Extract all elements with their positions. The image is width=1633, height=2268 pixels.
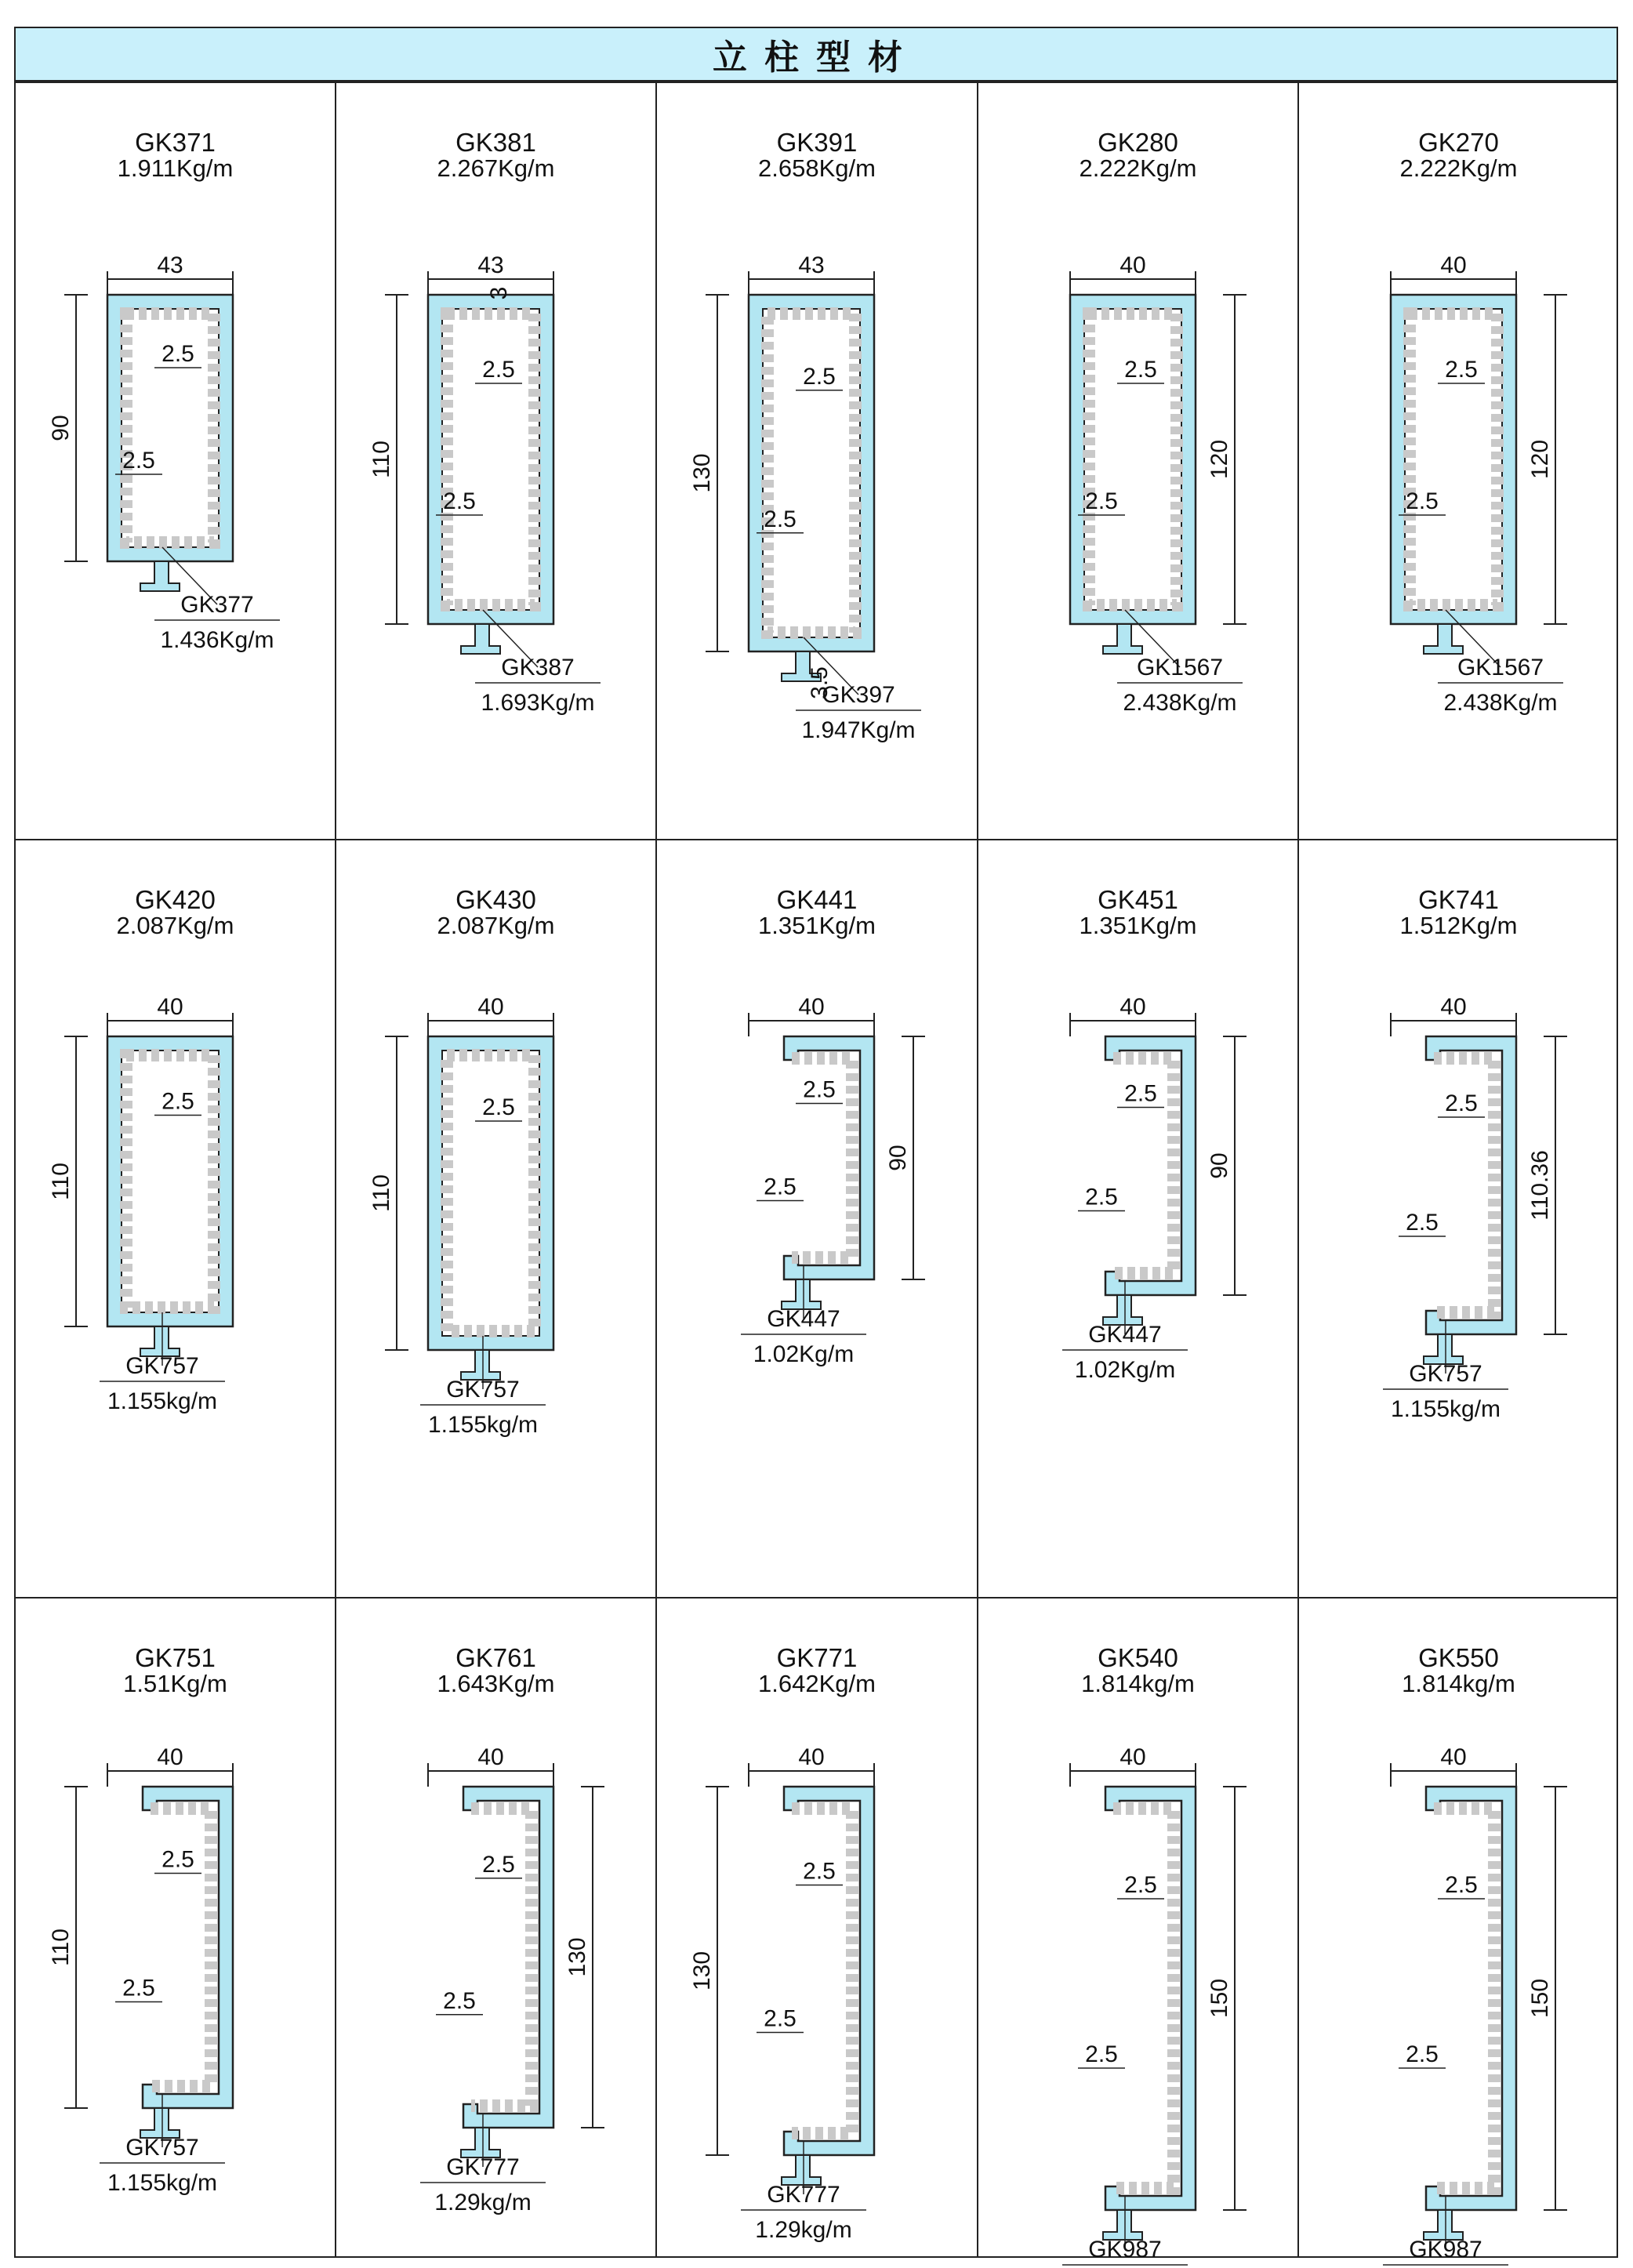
profile-cell-gk441 (657, 840, 978, 1598)
profile-drawing (16, 1598, 336, 2259)
profile-drawing (657, 840, 978, 1598)
profile-cell-gk420 (16, 840, 336, 1598)
profile-foot (461, 2128, 500, 2157)
profile-title: GK550 (1418, 1643, 1499, 1672)
wall-thickness-label: 2.5 (1124, 1872, 1157, 1898)
profile-weight: 2.087Kg/m (437, 912, 555, 939)
profile-foot (461, 1350, 500, 1380)
profile-weight: 1.51Kg/m (123, 1670, 227, 1697)
profile-foot (461, 624, 500, 654)
height-dimension: 110 (48, 1163, 74, 1200)
profile-cell-gk451 (978, 840, 1299, 1598)
insert-name: GK1567 (1457, 655, 1544, 680)
wall-thickness-label: 2.5 (803, 363, 836, 390)
profile-body (1426, 1036, 1516, 1334)
insulation-insert (792, 1809, 852, 2133)
insert-name: GK777 (767, 2182, 840, 2208)
profile-cell-gk391 (657, 83, 978, 840)
profile-title: GK761 (455, 1643, 536, 1672)
wall-thickness-label: 2.5 (122, 1975, 155, 2001)
profile-body (1105, 1036, 1196, 1295)
profile-foot (140, 2108, 180, 2138)
insert-name: GK447 (767, 1306, 840, 1332)
profile-weight: 1.643Kg/m (437, 1670, 555, 1697)
profile-drawing (978, 1598, 1299, 2263)
insert-weight: 1.155kg/m (107, 2170, 218, 2196)
height-dimension: 130 (564, 1937, 590, 1977)
width-dimension: 40 (1440, 994, 1467, 1020)
insert-name: GK987 (1088, 2237, 1162, 2263)
profile-drawing (1299, 83, 1620, 840)
profile-weight: 2.267Kg/m (437, 154, 555, 182)
wall-thickness-label: 2.5 (1124, 357, 1157, 383)
insert-weight: 1.947Kg/m (801, 717, 916, 743)
profile-foot (1424, 1334, 1463, 1364)
profile-cell-gk270 (1299, 83, 1618, 840)
profile-weight: 1.642Kg/m (758, 1670, 876, 1697)
wall-thickness-label: 2.5 (161, 1088, 194, 1115)
insert-name: GK757 (446, 1377, 520, 1403)
profile-weight: 1.814kg/m (1402, 1670, 1515, 1697)
profile-drawing (657, 83, 978, 840)
wall-thickness-label: 2.5 (122, 448, 155, 474)
width-dimension: 40 (798, 994, 825, 1020)
profile-drawing (1299, 840, 1620, 1598)
width-dimension: 40 (798, 1744, 825, 1770)
height-dimension: 90 (1207, 1152, 1232, 1179)
wall-thickness-label: 2.5 (443, 1987, 476, 2014)
height-dimension: 110 (368, 441, 394, 478)
width-dimension: 40 (157, 994, 183, 1020)
insert-weight: 1.29kg/m (755, 2217, 852, 2243)
insert-name: GK377 (180, 592, 254, 618)
width-dimension: 40 (1440, 252, 1467, 278)
wall-thickness-label: 2.5 (1085, 488, 1118, 514)
profile-title: GK540 (1098, 1643, 1178, 1672)
wall-thickness-label: 2.5 (161, 341, 194, 367)
profile-foot (140, 561, 180, 591)
profile-weight: 1.351Kg/m (1079, 912, 1197, 939)
profile-cavity (442, 309, 539, 610)
insert-weight: 1.02Kg/m (1074, 1357, 1176, 1383)
profile-cell-gk540 (978, 1598, 1299, 2263)
insert-weight: 1.693Kg/m (481, 690, 595, 716)
profile-title: GK371 (135, 128, 216, 157)
height-dimension: 150 (1207, 1978, 1232, 2019)
profile-body (463, 1787, 553, 2128)
wall-thickness-label: 2.5 (443, 488, 476, 514)
insert-weight: 1.436Kg/m (160, 627, 274, 653)
profile-cavity (1405, 309, 1502, 610)
width-dimension: 43 (157, 252, 183, 278)
wall-thickness-label: 2.5 (764, 506, 797, 532)
wall-thickness-label: 2.5 (482, 1851, 515, 1878)
wall-thickness-label: 2.5 (161, 1846, 194, 1873)
insert-name: GK987 (1409, 2237, 1482, 2263)
width-dimension: 40 (477, 1744, 504, 1770)
height-dimension: 110 (48, 1929, 74, 1966)
height-dimension: 130 (689, 1950, 715, 1991)
profile-foot (1103, 624, 1142, 654)
profile-body (1426, 1787, 1516, 2210)
profile-cell-gk381 (336, 83, 657, 840)
profile-cell-gk741 (1299, 840, 1618, 1598)
profile-body (784, 1787, 874, 2155)
wall-thickness-label: 2.5 (482, 1094, 515, 1120)
insert-weight: 2.438Kg/m (1443, 690, 1558, 716)
wall-thickness-label: 2.5 (1406, 2041, 1439, 2067)
profile-drawing (336, 1598, 657, 2259)
profile-cell-gk751 (16, 1598, 336, 2258)
profile-foot (1103, 1295, 1142, 1325)
height-dimension: 120 (1527, 439, 1553, 480)
profile-foot (782, 1279, 821, 1309)
wall-thickness-label: 2.5 (1406, 1210, 1439, 1236)
wall-thickness-label: 2.5 (803, 1076, 836, 1103)
wall-thickness-label: 2.5 (482, 357, 515, 383)
profile-weight: 1.814kg/m (1081, 1670, 1195, 1697)
wall-thickness-label: 2.5 (1085, 2041, 1118, 2067)
profile-drawing (657, 1598, 978, 2259)
height-dimension: 90 (885, 1145, 911, 1171)
profile-drawing (16, 840, 336, 1598)
profile-title: GK280 (1098, 128, 1178, 157)
wall-thickness-label: 2.5 (764, 2005, 797, 2032)
profile-title: GK420 (135, 885, 216, 914)
wall-thickness-label: 2.5 (1124, 1080, 1157, 1107)
width-dimension: 40 (1120, 252, 1146, 278)
profile-title: GK441 (776, 885, 858, 914)
width-dimension: 43 (477, 252, 504, 278)
insulation-insert (1113, 1809, 1174, 2188)
insert-name: GK1567 (1136, 655, 1224, 680)
insert-name: GK777 (446, 2154, 520, 2180)
profile-weight: 2.658Kg/m (758, 154, 876, 182)
height-dimension: 110.36 (1527, 1150, 1553, 1221)
wall-thickness-label: 2.5 (1406, 488, 1439, 514)
width-dimension: 40 (157, 1744, 183, 1770)
profile-drawing (978, 83, 1299, 840)
profile-title: GK741 (1418, 885, 1499, 914)
insert-weight: 1.155kg/m (1390, 1396, 1501, 1422)
profile-foot (1424, 624, 1463, 654)
width-dimension: 40 (1120, 994, 1146, 1020)
profile-foot (782, 2155, 821, 2185)
insert-name: GK447 (1088, 1322, 1162, 1348)
height-dimension: 110 (368, 1174, 394, 1212)
profile-cell-gk280 (978, 83, 1299, 840)
profile-drawing (336, 83, 657, 840)
profile-title: GK430 (455, 885, 536, 914)
profile-drawing (1299, 1598, 1620, 2263)
profile-cavity (442, 1051, 539, 1336)
width-dimension: 40 (1440, 1744, 1467, 1770)
profile-cavity (763, 309, 860, 637)
extra-dimension: 3.5 (807, 666, 833, 699)
profile-weight: 2.222Kg/m (1399, 154, 1518, 182)
page-header (14, 27, 1618, 82)
profile-body (143, 1787, 233, 2108)
profile-cell-gk371 (16, 83, 336, 840)
profile-weight: 1.911Kg/m (117, 154, 234, 182)
insert-name: GK397 (822, 682, 895, 708)
width-dimension: 40 (477, 994, 504, 1020)
profile-weight: 1.351Kg/m (758, 912, 876, 939)
insert-name: GK387 (501, 655, 575, 680)
insert-weight: 1.155kg/m (427, 1412, 539, 1438)
insert-name: GK757 (125, 1353, 199, 1379)
profile-foot (1424, 2210, 1463, 2240)
profile-title: GK751 (135, 1643, 216, 1672)
height-dimension: 90 (48, 415, 74, 441)
width-dimension: 40 (1120, 1744, 1146, 1770)
profile-cavity (1084, 309, 1181, 610)
page-title: 立柱型材 (713, 38, 920, 78)
profile-foot (1103, 2210, 1142, 2240)
height-dimension: 130 (689, 453, 715, 493)
profile-cell-gk430 (336, 840, 657, 1598)
profile-foot (140, 1326, 180, 1356)
profile-weight: 2.087Kg/m (116, 912, 234, 939)
profile-drawing (16, 83, 336, 840)
height-dimension: 120 (1207, 439, 1232, 480)
profile-drawing (978, 840, 1299, 1598)
height-dimension: 150 (1527, 1978, 1553, 2019)
insert-name: GK757 (1409, 1361, 1482, 1387)
profile-cell-gk771 (657, 1598, 978, 2258)
profile-cell-gk550 (1299, 1598, 1618, 2263)
profile-cell-gk761 (336, 1598, 657, 2258)
profile-body (784, 1036, 874, 1279)
insert-weight: 1.155kg/m (107, 1388, 218, 1414)
insert-weight: 2.438Kg/m (1123, 690, 1237, 716)
insert-name: GK757 (125, 2135, 199, 2161)
wall-thickness-label: 2.5 (803, 1858, 836, 1885)
insulation-insert (1434, 1809, 1494, 2188)
profile-title: GK270 (1418, 128, 1499, 157)
wall-thickness-label: 2.5 (1085, 1184, 1118, 1210)
extra-dimension: 3 (486, 286, 512, 300)
wall-thickness-label: 2.5 (1445, 1090, 1478, 1116)
profile-grid (14, 82, 1618, 2263)
profile-weight: 1.512Kg/m (1399, 912, 1518, 939)
wall-thickness-label: 2.5 (764, 1174, 797, 1200)
width-dimension: 43 (798, 252, 825, 278)
profile-title: GK771 (776, 1643, 858, 1672)
profile-drawing (336, 840, 657, 1598)
wall-thickness-label: 2.5 (1445, 357, 1478, 383)
insert-weight: 1.02Kg/m (753, 1341, 855, 1367)
profile-title: GK381 (455, 128, 536, 157)
profile-title: GK391 (776, 128, 858, 157)
profile-title: GK451 (1098, 885, 1178, 914)
wall-thickness-label: 2.5 (1445, 1872, 1478, 1898)
profile-weight: 2.222Kg/m (1079, 154, 1197, 182)
insert-weight: 1.29kg/m (434, 2190, 532, 2215)
profile-body (1105, 1787, 1196, 2210)
